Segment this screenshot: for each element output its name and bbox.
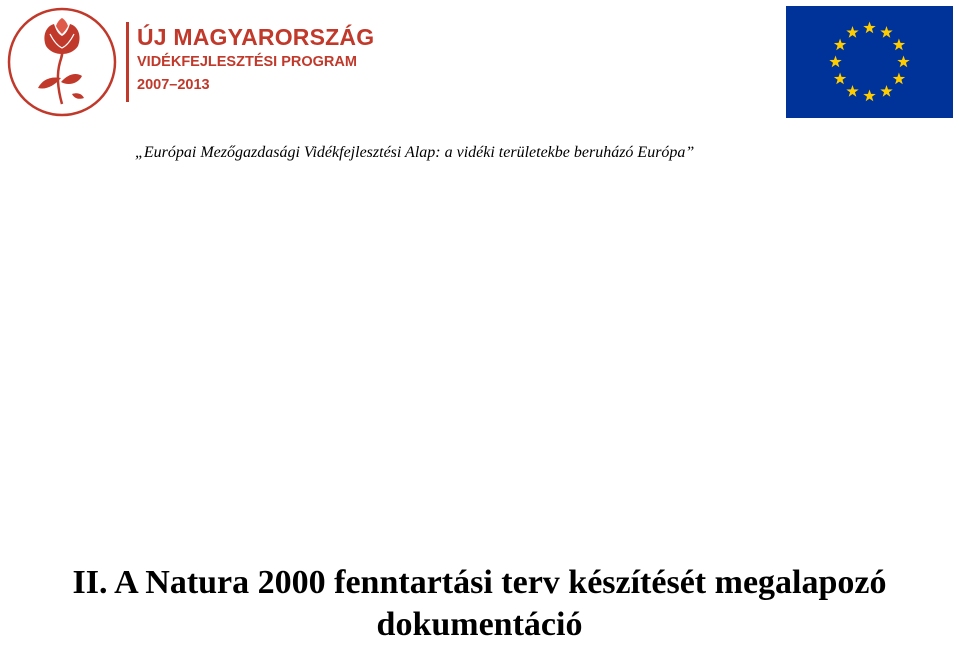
fund-subtitle: „Európai Mezőgazdasági Vidékfejlesztési Alap: a vidéki területekbe beruházó Európa” [135,144,695,161]
logo-program-name: VIDÉKFEJLESZTÉSI PROGRAM [137,54,357,70]
eu-flag-icon [786,6,953,118]
document-title [0,562,959,646]
logo-period: 2007–2013 [137,76,210,93]
logo-title: ÚJ MAGYARORSZÁG [137,24,375,50]
program-logo [6,6,376,118]
logo-text [137,26,374,92]
document-title-line2: dokumentáció [376,606,583,643]
logo-divider [126,22,129,102]
document-title-line1: II. A Natura 2000 fenntartási terv készítését megalapozó [72,564,887,601]
tulip-emblem-icon [6,6,118,118]
